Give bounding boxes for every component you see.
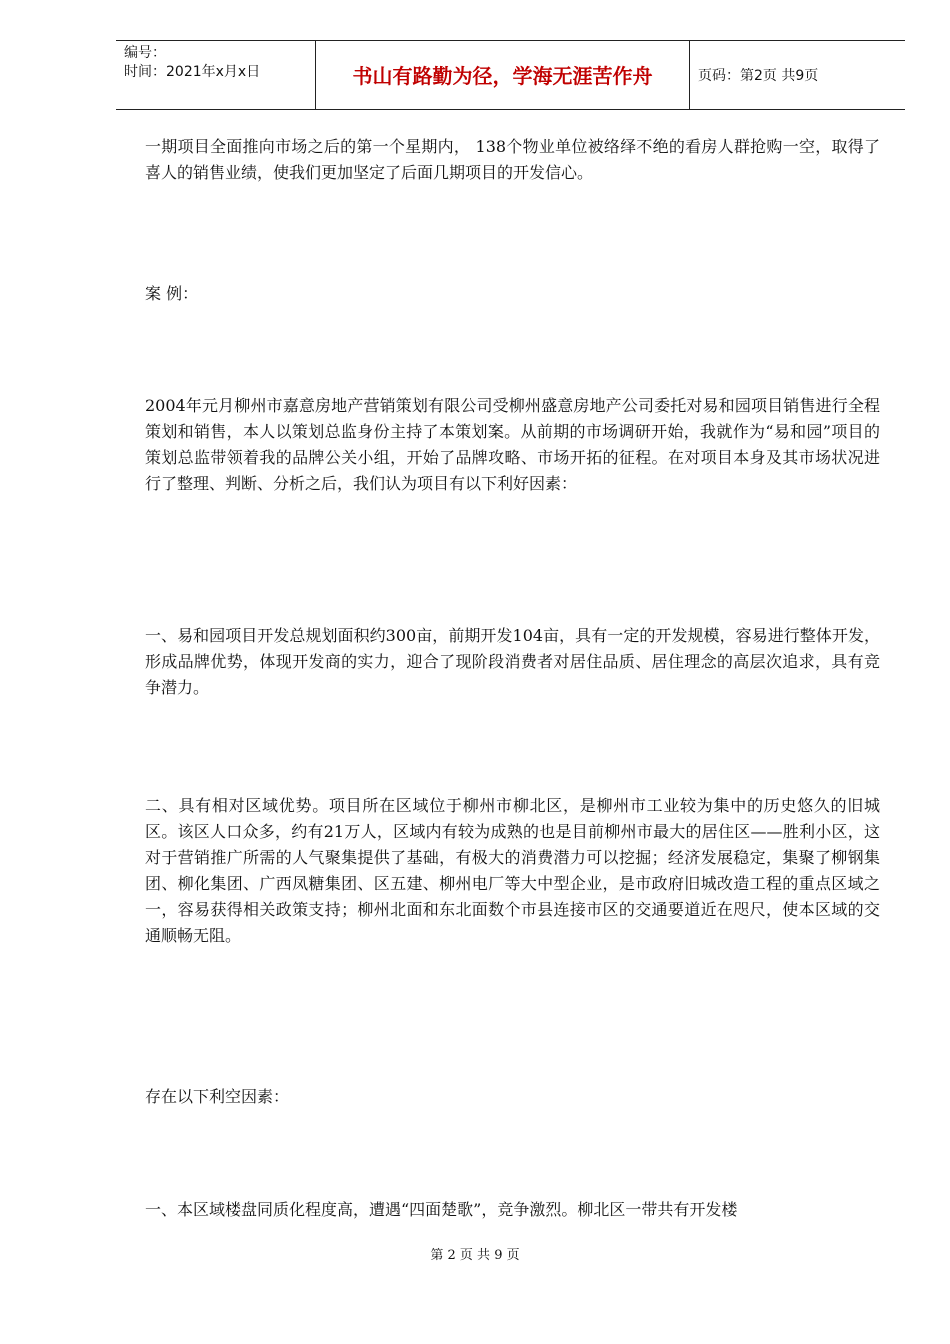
paragraph-case-intro: 2004年元月柳州市嘉意房地产营销策划有限公司受柳州盛意房地产公司委托对易和园项目销售进行全程策划和销售，本人以策划总监身份主持了本策划案。从前期的市场调研开始，我就作为“易和园”项目的策划总监带领着我的品牌公关小组，开始了品牌攻略、市场开拓的征程。在对项目本身及其市场状况进行了整理、判断、分析之后，我们认为项目有以下利好因素：	[145, 396, 880, 493]
page-header	[116, 40, 905, 110]
page-footer: 第 2 页 共 9 页	[430, 1248, 520, 1263]
header-motto-cell	[316, 41, 690, 109]
header-page-info: 页码：第2页 共9页	[698, 68, 819, 84]
paragraph-advantage-one: 一、易和园项目开发总规划面积约300亩，前期开发104亩，具有一定的开发规模，容易进行整体开发，形成品牌优势，体现开发商的实力，迎合了现阶段消费者对居住品质、居住理念的高层次追求，具有竞争潜力。	[145, 626, 880, 697]
header-motto: 书山有路勤为径，学海无涯苦作舟	[352, 64, 653, 88]
paragraph-sales-result: 一期项目全面推向市场之后的第一个星期内， 138个物业单位被络绎不绝的看房人群抢购一空，取得了喜人的销售业绩，使我们更加坚定了后面几期项目的开发信心。	[145, 137, 880, 182]
document-date-label: 时间：2021年x月x日	[124, 64, 261, 80]
paragraph-disadvantage-one: 一、本区域楼盘同质化程度高，遭遇“四面楚歌”，竞争激烈。柳北区一带共有开发楼	[145, 1200, 738, 1219]
paragraph-advantage-two: 二、具有相对区域优势。项目所在区域位于柳州市柳北区，是柳州市工业较为集中的历史悠久的旧城区。该区人口众多，约有21万人，区域内有较为成熟的也是目前柳州市最大的居住区——胜利小区，这对于营销推广所需的人气聚集提供了基础，有极大的消费潜力可以挖掘；经济发展稳定，集聚了柳钢集团、柳化集团、广西凤糖集团、区五建、柳州电厂等大中型企业，是市政府旧城改造工程的重点区域之一，容易获得相关政策支持；柳州北面和东北面数个市县连接市区的交通要道近在咫尺，使本区域的交通顺畅无阻。	[145, 796, 880, 945]
header-info-cell	[116, 41, 316, 109]
header-page-cell	[690, 41, 905, 109]
document-number-label: 编号：	[124, 45, 166, 61]
paragraph-case-heading: 案 例：	[145, 284, 199, 303]
paragraph-disadvantage-heading: 存在以下利空因素：	[145, 1087, 290, 1106]
